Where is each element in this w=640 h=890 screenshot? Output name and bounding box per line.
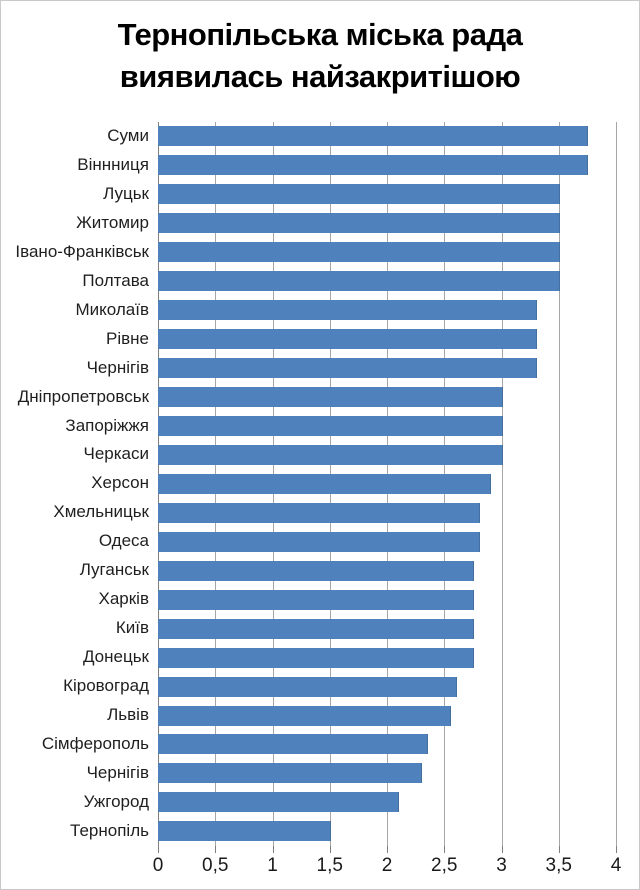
category-label: Черкаси — [83, 444, 149, 464]
bar-row — [158, 643, 616, 672]
bar-Харків — [158, 590, 474, 610]
bar-Чернігів — [158, 358, 537, 378]
category-label: Луганськ — [79, 560, 149, 580]
x-tick-label: 4 — [610, 855, 622, 876]
x-tick — [502, 846, 503, 853]
category-axis-labels — [1, 122, 149, 846]
bar-Сімферополь — [158, 734, 428, 754]
category-label: Тернопіль — [70, 820, 149, 840]
bar-Ужгород — [158, 792, 399, 812]
category-label: Рівне — [106, 328, 149, 348]
bar-row — [158, 238, 616, 267]
category-label: Кіровоград — [63, 676, 149, 696]
category-label: Ужгород — [83, 791, 149, 811]
x-tick-label: 0 — [152, 855, 164, 876]
bar-Кіровоград — [158, 677, 457, 697]
bar-row — [158, 730, 616, 759]
category-label: Суми — [107, 126, 149, 145]
bar-Київ — [158, 619, 474, 639]
category-label: Харків — [98, 589, 149, 609]
x-tick — [387, 846, 388, 853]
x-tick-label: 2 — [381, 855, 393, 876]
bar-row — [158, 759, 616, 788]
bar-Одеса — [158, 532, 480, 552]
bar-row — [158, 354, 616, 383]
bars — [158, 122, 616, 846]
category-label: Івано-Франківськ — [15, 241, 149, 261]
bar-Чернігів — [158, 763, 422, 783]
bar-row — [158, 556, 616, 585]
bar-row — [158, 325, 616, 354]
bar-row — [158, 383, 616, 412]
category-label: Київ — [115, 618, 149, 638]
bar-Івано-Франківськ — [158, 242, 560, 262]
bar-Полтава — [158, 271, 560, 291]
x-tick-label: 2,5 — [431, 855, 458, 876]
bar-Луцьк — [158, 184, 560, 204]
category-label: Луцьк — [103, 183, 149, 203]
category-label: Чернігів — [86, 762, 149, 782]
x-tick — [559, 846, 560, 853]
bar-Рівне — [158, 329, 537, 349]
value-axis — [152, 846, 622, 888]
category-label: Миколаїв — [75, 299, 149, 319]
bar-Запоріжжя — [158, 416, 503, 436]
bar-Львів — [158, 706, 451, 726]
bar-row — [158, 267, 616, 296]
x-tick-label: 3 — [496, 855, 507, 876]
plot-area — [158, 122, 616, 846]
bar-Черкаси — [158, 445, 503, 465]
category-label: Запоріжжя — [65, 415, 149, 435]
bar-Суми — [158, 126, 588, 146]
bar-Житомир — [158, 213, 560, 233]
x-tick — [273, 846, 274, 853]
category-label: Віннниця — [77, 154, 149, 174]
category-label: Житомир — [76, 212, 149, 232]
bar-row — [158, 498, 616, 527]
bar-row — [158, 527, 616, 556]
x-tick — [444, 846, 445, 853]
bar-Луганськ — [158, 561, 474, 581]
chart-title-line2: виявилась найзакритішою — [119, 59, 521, 94]
chart-title-line1: Тернопільська міська рада — [117, 17, 523, 52]
bar-row — [158, 180, 616, 209]
x-tick — [158, 846, 159, 853]
category-label: Одеса — [98, 531, 149, 551]
bar-row — [158, 440, 616, 469]
x-tick-label: 1 — [267, 855, 278, 876]
bar-row — [158, 151, 616, 180]
category-label: Львів — [107, 705, 149, 725]
bar-Миколаїв — [158, 300, 537, 320]
bar-Віннниця — [158, 155, 588, 175]
category-label: Сімферополь — [41, 734, 149, 754]
x-tick — [330, 846, 331, 853]
x-tick — [616, 846, 617, 853]
x-tick-label: 0,5 — [202, 855, 229, 876]
bar-row — [158, 672, 616, 701]
bar-row — [158, 469, 616, 498]
bar-row — [158, 296, 616, 325]
chart-title — [1, 14, 639, 98]
bar-Хмельницьк — [158, 503, 480, 523]
bar-Дніпропетровськ — [158, 387, 503, 407]
category-label: Донецьк — [82, 647, 149, 667]
bar-row — [158, 614, 616, 643]
category-label: Чернігів — [86, 357, 149, 377]
category-label: Дніпропетровськ — [17, 386, 149, 406]
bar-row — [158, 817, 616, 846]
bar-row — [158, 585, 616, 614]
bar-row — [158, 209, 616, 238]
bar-row — [158, 701, 616, 730]
x-tick-label: 1,5 — [316, 855, 343, 876]
bar-row — [158, 788, 616, 817]
bar-Донецьк — [158, 648, 474, 668]
x-tick-label: 3,5 — [545, 855, 572, 876]
bar-Тернопіль — [158, 821, 331, 841]
bar-Херсон — [158, 474, 491, 494]
category-label: Хмельницьк — [53, 502, 149, 522]
gridline — [616, 122, 617, 846]
bar-row — [158, 122, 616, 151]
x-tick — [215, 846, 216, 853]
category-label: Полтава — [82, 270, 149, 290]
bar-row — [158, 412, 616, 441]
category-label: Херсон — [91, 473, 149, 493]
